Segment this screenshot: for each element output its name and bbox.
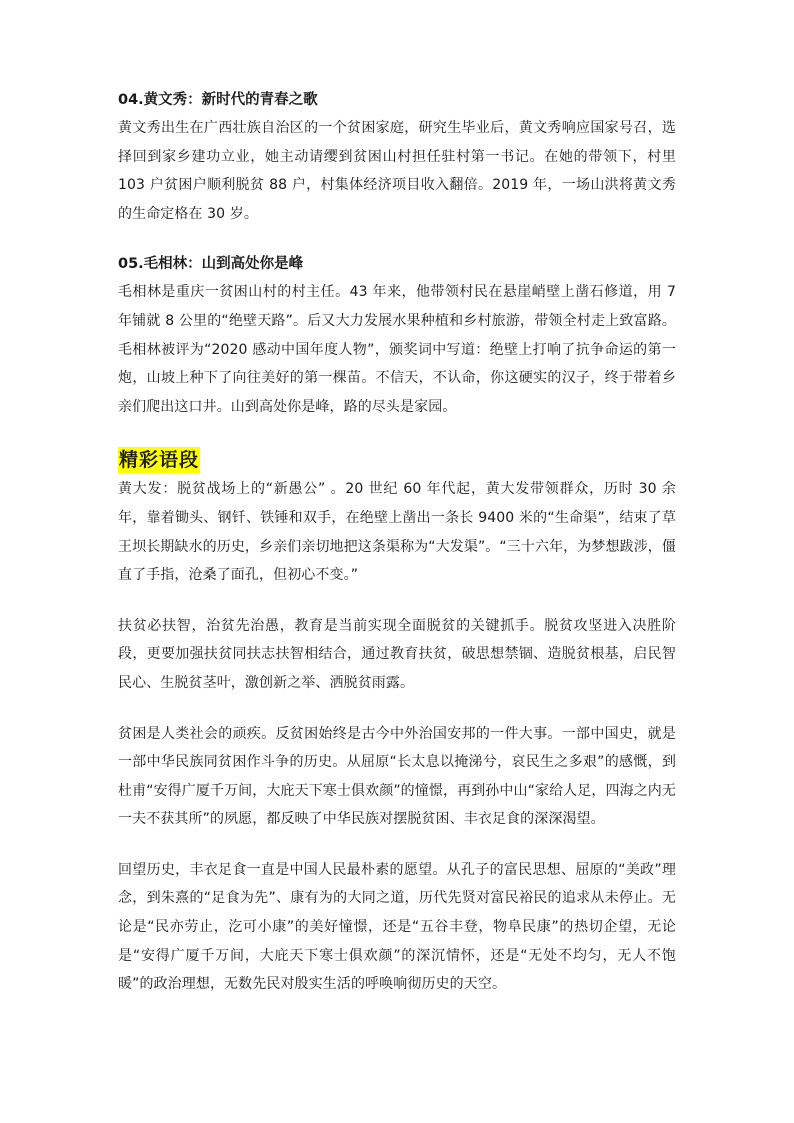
highlight-title: 精彩语段: [119, 449, 200, 472]
section-body-mao-xianglin: 毛相林是重庆一贫困山村的村主任。43 年来，他带领村民在悬崖峭壁上凿石修道，用 7 年铺就 8 公里的“绝壁天路”。后又大力发展水果种植和乡村旅游，带领全村走上致富路。毛相林被评为“2020 感动中国年度人物”，颁奖词中写道：绝壁上打响了抗争命运的第一炮，山坡上种下了向往美好的第一棵苗。不信天，不认命，你这硬实的汉子，终于带着乡亲们爬出这口井。山到高处你是峰，路的尽头是家园。: [118, 284, 676, 415]
section-heading-mao-xianglin: 05.毛相林：山到高处你是峰: [118, 256, 304, 273]
section-body-huang-wenxiu: 黄文秀出生在广西壮族自治区的一个贫困家庭，研究生毕业后，黄文秀响应国家号召，选择回到家乡建功立业，她主动请缨到贫困山村担任驻村第一书记。在她的带领下，村里 103 户贫困户顺利脱贫 88 户，村集体经济项目收入翻倍。2019 年，一场山洪将黄文秀的生命定格在 30 岁。: [118, 120, 676, 222]
paragraph-huang-dafa: 黄大发：脱贫战场上的“新愚公” 。20 世纪 60 年代起，黄大发带领群众，历时 30 余年，靠着锄头、钢钎、铁锤和双手，在绝壁上凿出一条长 9400 米的“生命渠”，结束了草王坝长期缺水的历史，乡亲们亲切地把这条渠称为“大发渠”。“三十六年，为梦想跋涉，僵直了手指，沧桑了面孔，但初心不变。”: [118, 481, 676, 584]
paragraph-prosperity-wish: 回望历史，丰衣足食一直是中国人民最朴素的愿望。从孔子的富民思想、屈原的“美政”理念，到朱熹的“足食为先”、康有为的大同之道，历代先贤对富民裕民的追求从未停止。无论是“民亦劳止，汔可小康”的美好憧憬，还是“五谷丰登，物阜民康”的热切企望，无论是“安得广厦千万间，大庇天下寒士俱欢颜”的深沉情怀，还是“无处不均匀，无人不饱暖”的政治理想，无数先民对殷实生活的呼唤响彻历史的天空。: [118, 861, 676, 993]
section-heading-huang-wenxiu: 04.黄文秀：新时代的青春之歌: [118, 92, 318, 108]
highlight-title-wrap: [118, 447, 676, 473]
paragraph-education: 扶贫必扶智，治贫先治愚，教育是当前实现全面脱贫的关键抓手。脱贫攻坚进入决胜阶段，更要加强扶贫同扶志扶智相结合，通过教育扶贫，破思想禁锢、造脱贫根基，启民智民心、生脱贫茎叶，激创新之举、洒脱贫雨露。: [118, 617, 676, 691]
paragraph-poverty-history: 贫困是人类社会的顽疾。反贫困始终是古今中外治国安邦的一件大事。一部中国史，就是一部中华民族同贫困作斗争的历史。从屈原“长太息以掩涕兮，哀民生之多艰”的感慨，到杜甫“安得广厦千万间，大庇天下寒士俱欢颜”的憧憬，再到孙中山“家给人足，四海之内无一夫不获其所”的夙愿，都反映了中华民族对摆脱贫困、丰衣足食的深深渴望。: [118, 725, 676, 828]
